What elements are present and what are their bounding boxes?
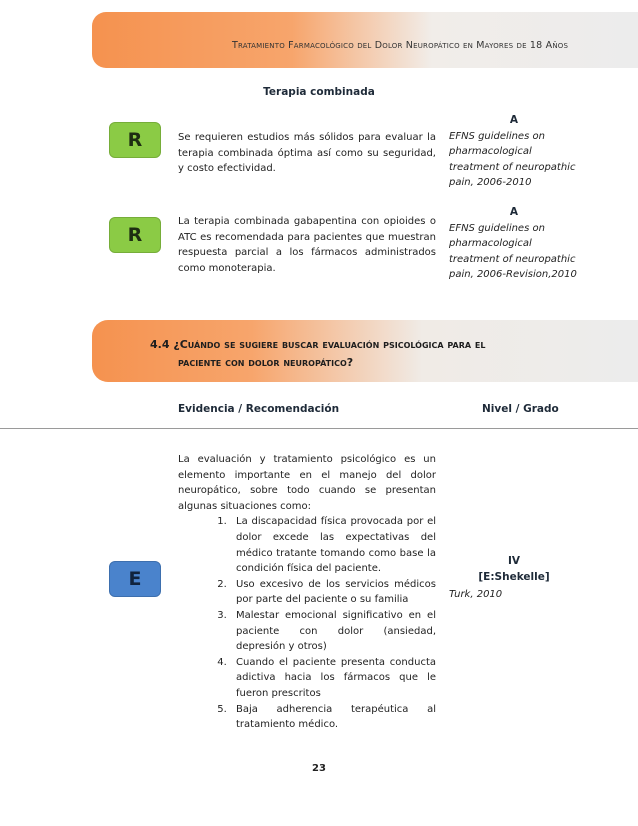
recommendation-reference: EFNS guidelines on pharmacological treatment of neuropathic pain, 2006-2010 <box>449 131 576 189</box>
evidence-text <box>178 452 436 733</box>
list-item: 1. La discapacidad física provocada por el dolor excede las expectativas del médico tratante tomando como base la condición física del paciente. <box>230 514 436 576</box>
list-item: 5. Baja adherencia terapéutica al tratamiento médico. <box>230 702 436 733</box>
divider <box>0 428 638 429</box>
question-heading-line1: 4.4 ¿Cuándo se sugiere buscar evaluación psicológica para el <box>150 338 486 351</box>
evidence-level: IV <box>507 555 521 567</box>
recommendation-reference: EFNS guidelines on pharmacological treatment of neuropathic pain, 2006-Revision,2010 <box>449 223 577 281</box>
column-header-level: Nivel / Grado <box>482 403 559 415</box>
recommendation-text: La terapia combinada gabapentina con opioides o ATC es recomendada para pacientes que muestran respuesta parcial a los fármacos administrados como monoterapia. <box>178 216 436 274</box>
question-heading <box>150 336 590 372</box>
document-header-title: Tratamiento Farmacológico del Dolor Neuropático en Mayores de 18 Años <box>232 40 569 51</box>
recommendation-level: A <box>509 114 519 126</box>
list-item: 4. Cuando el paciente presenta conducta adictiva hacia los fármacos que le fueron prescritos <box>230 655 436 702</box>
recommendation-badge: R <box>109 122 161 158</box>
evidence-reference: Turk, 2010 <box>449 589 503 600</box>
recommendation-text: Se requieren estudios más sólidos para evaluar la terapia combinada óptima así como su seguridad, y costo efectividad. <box>178 132 436 175</box>
recommendation-badge: R <box>109 217 161 253</box>
evidence-intro: La evaluación y tratamiento psicológico es un elemento importante en el manejo del dolor neuropático, sobre todo cuando se presentan algunas situaciones como: <box>178 454 436 512</box>
recommendation-level: A <box>509 206 519 218</box>
evidence-badge: E <box>109 561 161 597</box>
evidence-grade: [E:Shekelle] <box>478 571 550 583</box>
list-item: 2. Uso excesivo de los servicios médicos por parte del paciente o su familia <box>230 577 436 608</box>
evidence-list <box>178 514 436 732</box>
page-number: 23 <box>312 763 326 774</box>
column-header-evidence: Evidencia / Recomendación <box>178 403 340 415</box>
question-heading-line2: paciente con dolor neuropático? <box>178 356 354 369</box>
section-title: Terapia combinada <box>263 86 375 98</box>
list-item: 3. Malestar emocional significativo en el paciente con dolor (ansiedad, depresión y otros) <box>230 608 436 655</box>
